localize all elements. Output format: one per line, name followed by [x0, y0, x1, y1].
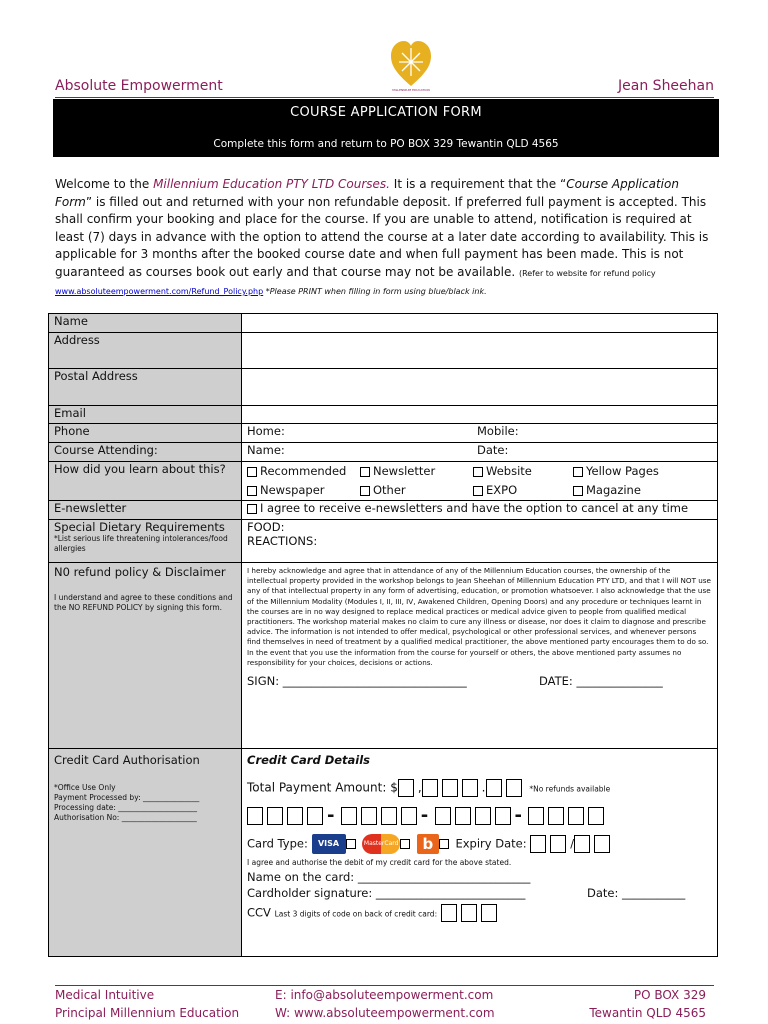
checkbox[interactable]	[573, 467, 583, 477]
application-form	[48, 313, 718, 957]
refund-label: N0 refund policy & Disclaimer I understand and agree to these conditions and the NO REFUND POLICY by signing this form.	[49, 563, 242, 749]
sign-line[interactable]: SIGN: ________________________________	[247, 674, 467, 689]
checkbox[interactable]	[439, 839, 449, 849]
checkbox[interactable]	[346, 839, 356, 849]
title-banner	[53, 99, 719, 157]
enews-label: E-newsletter	[49, 501, 242, 520]
cc-details: Credit Card Details Total Payment Amount: $ , . *No refunds available - - - Card Type: VISA MasterCard b Expiry Date: / I agree and authorise the debit of my credit card for the above stated. Name on the card: ______________________________ Cardholder signature: __________________________ Date: ___________ CCV Last 3 digits of code on back of credit card:	[242, 749, 718, 957]
diet-field[interactable]: FOOD: REACTIONS:	[242, 520, 718, 563]
cc-label: Credit Card Authorisation *Office Use Only Payment Processed by: _______________ Processing date: _____________________ Authorisation No: ____________________	[49, 749, 242, 957]
learn-label: How did you learn about this?	[49, 462, 242, 501]
email-label: Email	[49, 406, 242, 424]
postal-field[interactable]	[242, 369, 718, 406]
card-type-row: Card Type: VISA MasterCard b Expiry Date: /	[247, 834, 712, 854]
phone-field[interactable]: Home: Mobile:	[242, 424, 718, 443]
address-label: Address	[49, 333, 242, 369]
header-right: Jean Sheehan	[618, 78, 714, 94]
checkbox[interactable]	[400, 839, 410, 849]
cardholder-date[interactable]: Date: ___________	[587, 886, 686, 900]
enews-field[interactable]: I agree to receive e-newsletters and have the option to cancel at any time	[242, 501, 718, 520]
checkbox[interactable]	[473, 486, 483, 496]
footer-title: Medical Intuitive	[55, 988, 155, 1002]
course-label: Course Attending:	[49, 443, 242, 462]
logo-text: MILLENNIUM EDUCATION	[392, 88, 430, 92]
email-field[interactable]	[242, 406, 718, 424]
footer-website[interactable]: W: www.absoluteempowerment.com	[275, 1006, 495, 1020]
logo-icon	[391, 40, 431, 92]
mastercard-logo: MasterCard	[362, 834, 400, 854]
refund-policy-link[interactable]: www.absoluteempowerment.com/Refund_Policy.php	[55, 287, 264, 296]
name-on-card[interactable]: Name on the card: ______________________________	[247, 870, 531, 884]
header-rule	[55, 97, 714, 98]
footer-pobox: PO BOX 329	[633, 988, 706, 1002]
checkbox[interactable]	[247, 504, 257, 514]
footer-suburb: Tewantin QLD 4565	[589, 1006, 706, 1020]
course-field[interactable]: Name: Date:	[242, 443, 718, 462]
learn-options[interactable]: Recommended Newsletter Website Yellow Pages Newspaper Other EXPO Magazine	[242, 462, 718, 501]
form-subtitle: Complete this form and return to PO BOX 329 Tewantin QLD 4565	[213, 138, 559, 150]
header-left: Absolute Empowerment	[55, 78, 223, 94]
checkbox[interactable]	[360, 467, 370, 477]
company-name: Millennium Education PTY LTD Courses.	[153, 177, 390, 191]
name-field[interactable]	[242, 314, 718, 333]
disclaimer: I hereby acknowledge and agree that in attendance of any of the Millennium Education courses, the ownership of the intellectual property provided in the workshop belongs to Jean Sheehan of Millennium Education PTY LTD, and that I will NOT use any of that intellectual property in any form of advertising, education, or promotion whatsoever. I also acknowledge that the use of the Millennium Modality (Modules I, II, III, IV, Awakened Children, Opening Doors) and any procedure or techniques learnt in the courses are in no way designed to replace medical practices or medical advice given to people from qualified medical practitioners. The workshop material makes no claim to cure any illness or disease, nor does it claim to diagnose and prescribe advice. The information is not intended to offer medical, psychological or other professional services, and whenever persons find themselves in need of treatment by a qualified medical practitioner, the above mentioned party encourages them to do so. In the event that you use the information from the course for yourself or others, the above mentioned party assumes no responsibility for your choices, decisions or actions. SIGN: ________________________________ DATE: _______________	[242, 563, 718, 749]
form-title: COURSE APPLICATION FORM	[290, 105, 482, 120]
ccv-row[interactable]: CCV Last 3 digits of code on back of credit card:	[247, 904, 712, 922]
card-number[interactable]: - - -	[247, 805, 712, 826]
date-line[interactable]: DATE: _______________	[539, 674, 663, 689]
footer-rule	[55, 985, 714, 986]
footer-email[interactable]: E: info@absoluteempowerment.com	[275, 988, 494, 1002]
diet-label: Special Dietary Requirements *List serious life threatening intolerances/food allergies	[49, 520, 242, 563]
footer-role: Principal Millennium Education	[55, 1006, 240, 1020]
checkbox[interactable]	[247, 467, 257, 477]
name-label: Name	[49, 314, 242, 333]
phone-label: Phone	[49, 424, 242, 443]
checkbox[interactable]	[473, 467, 483, 477]
postal-label: Postal Address	[49, 369, 242, 406]
checkbox[interactable]	[247, 486, 257, 496]
visa-logo: VISA	[312, 834, 346, 854]
bankcard-logo: b	[417, 834, 439, 854]
checkbox[interactable]	[360, 486, 370, 496]
cardholder-signature[interactable]: Cardholder signature: __________________________	[247, 886, 526, 900]
total-amount[interactable]: Total Payment Amount: $ , . *No refunds available	[247, 779, 712, 797]
intro-paragraph: Welcome to the Millennium Education PTY LTD Courses. It is a requirement that the “Course Application Form” is filled out and returned with your non refundable deposit. If preferred full payment is accepted. This shall confirm your booking and place for the course. If you are unable to attend, notification is required at least (7) days in advance with the option to attend the course at a later date according to availability. This is applicable for 3 months after the booked course date and when full payment has been made. This is not guaranteed as courses book out early and that course may not be available. (Refer to website for refund policy www.absoluteempowerment.com/Refund_Policy.php *Please PRINT when filling in form using blue/black ink.	[55, 177, 709, 296]
checkbox[interactable]	[573, 486, 583, 496]
address-field[interactable]	[242, 333, 718, 369]
